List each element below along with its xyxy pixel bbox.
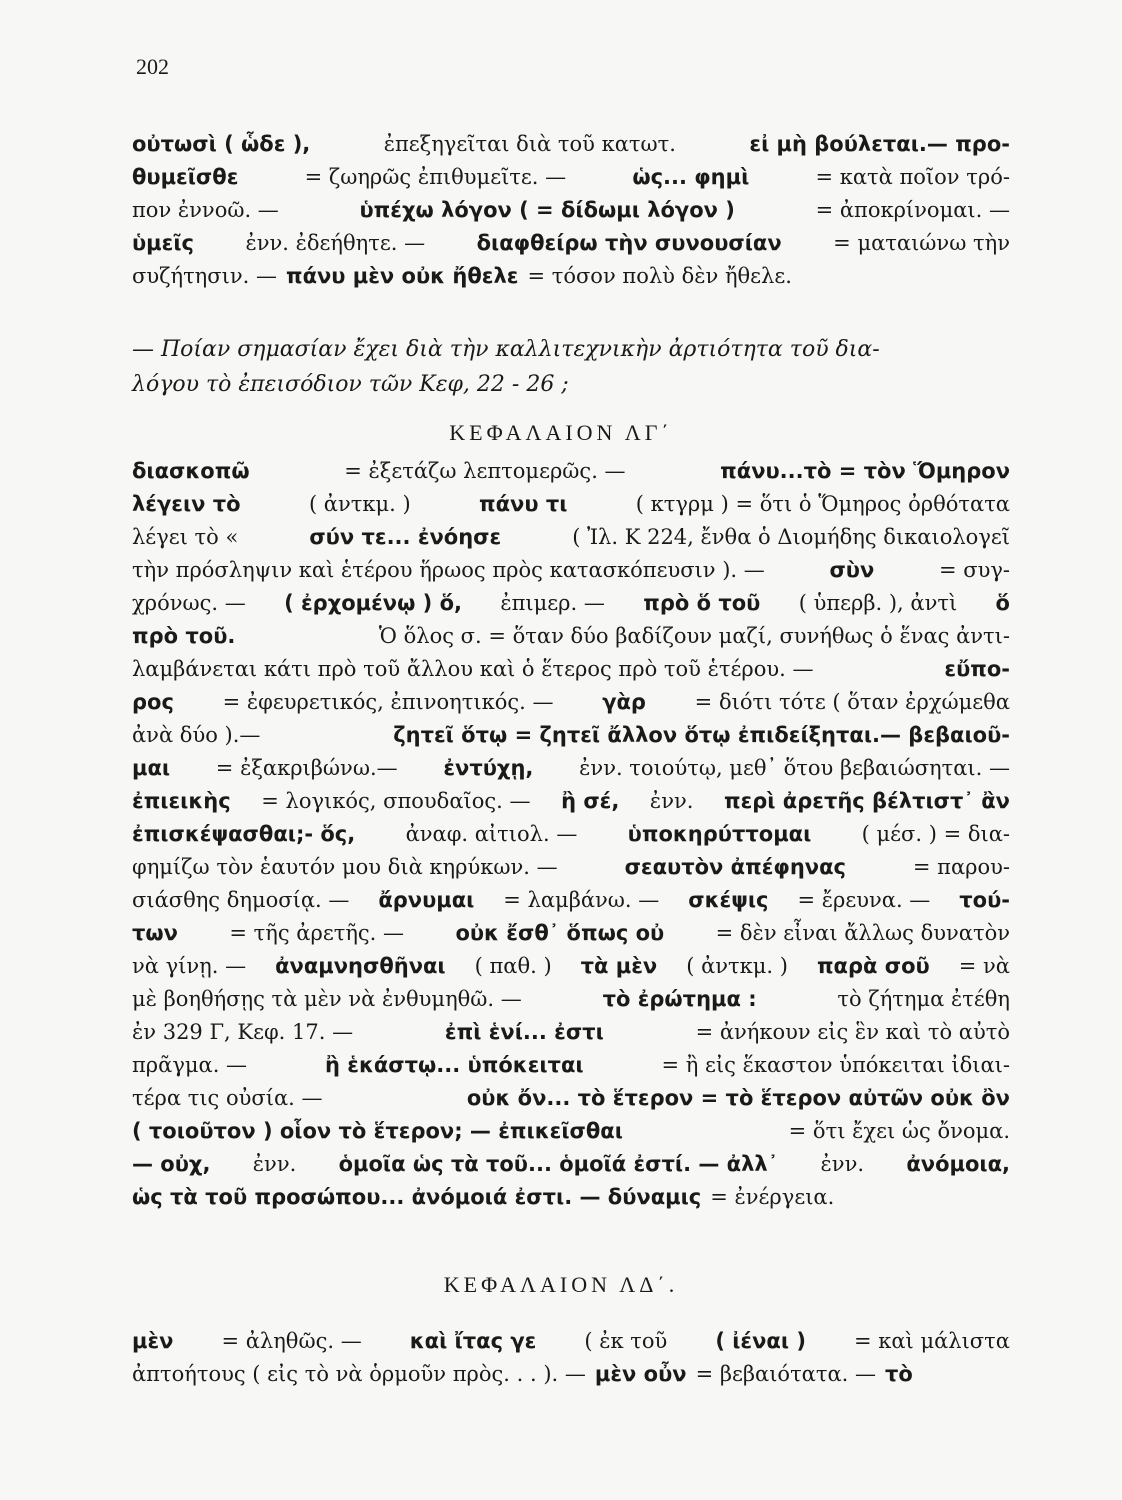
glossary-text: = βεβαιότατα. — [695, 1362, 877, 1386]
glossary-term: των [132, 921, 178, 945]
glossary-text: λέγει τὸ « [132, 525, 239, 549]
glossary-term: ἐπιεικὴς [132, 789, 231, 813]
glossary-term: καὶ ἴτας γε [409, 1329, 537, 1353]
glossary-term: ἄρνυμαι [378, 888, 475, 912]
glossary-text: ἐνν. [252, 1152, 297, 1176]
text-line [132, 884, 1010, 917]
question-line [132, 332, 1010, 367]
text-line [132, 554, 1010, 587]
glossary-term: τὸ ἐρώτημα : [602, 987, 757, 1011]
glossary-text: = λαμβάνω. — [503, 888, 660, 912]
glossary-text: πον ἐννοῶ. — [132, 198, 279, 222]
text-line [132, 1148, 1010, 1181]
glossary-term: πρὸ τοῦ. [132, 624, 236, 648]
text-line [132, 1082, 1010, 1115]
glossary-term: τού- [959, 888, 1010, 912]
glossary-term: — οὐχ, [132, 1152, 211, 1176]
glossary-term: πρὸ ὅ τοῦ [643, 591, 761, 615]
glossary-text: = καὶ μάλιστα [853, 1329, 1010, 1353]
glossary-text: = ἀληθῶς. — [221, 1329, 362, 1353]
chapter-heading-ld: ΚΕΦΑΛΑΙΟΝ ΛΔ΄. [443, 1272, 679, 1297]
glossary-text: τὴν πρόσληψιν καὶ ἑτέρου ἥρωος πρὸς κατασκόπευσιν ). — [132, 558, 765, 582]
glossary-term: διασκοπῶ [132, 459, 250, 483]
glossary-text: ἐνν. [649, 789, 694, 813]
text-line [132, 917, 1010, 950]
glossary-term: μὲν οὖν [594, 1362, 687, 1386]
glossary-term: τὰ μὲν [580, 954, 658, 978]
text-line [132, 1181, 1010, 1214]
glossary-text: ἀναφ. αἰτιολ. — [405, 822, 578, 846]
glossary-term: εὔπο- [944, 657, 1010, 681]
glossary-term: πάνυ τι [479, 492, 568, 516]
question-line [132, 367, 1010, 402]
glossary-text: = ζωηρῶς ἐπιθυμεῖτε. — [304, 165, 567, 189]
glossary-term: ἀνόμοια, [906, 1152, 1010, 1176]
glossary-block-2 [132, 455, 1010, 1214]
text-line [132, 161, 1010, 194]
glossary-text: Ὁ ὅλος σ. = ὅταν δύο βαδίζουν μαζί, συνήθως ὁ ἕνας ἀντι- [378, 624, 1010, 648]
glossary-term: λέγειν τὸ [132, 492, 241, 516]
glossary-term: πάνυ μὲν οὐκ ἤθελε [285, 264, 519, 288]
glossary-term: μαι [132, 756, 171, 780]
glossary-term: ἀναμνησθῆναι [275, 954, 446, 978]
glossary-text: πρᾶγμα. — [132, 1053, 248, 1077]
glossary-term: ἐπὶ ἑνί... ἐστι [444, 1020, 604, 1044]
text-line [132, 851, 1010, 884]
glossary-term: ὑπέχω λόγον ( = δίδωμι λόγον ) [359, 198, 735, 222]
glossary-term: ἢ σέ, [561, 789, 620, 813]
text-line [132, 1358, 1010, 1391]
glossary-term: ( ἰέναι ) [715, 1329, 806, 1353]
glossary-term: γὰρ [602, 690, 646, 714]
glossary-term: ὡς τὰ τοῦ προσώπου... ἀνόμοιά ἐστι. — δύναμις [132, 1185, 702, 1209]
text-line [132, 227, 1010, 260]
glossary-text: = ἀποκρίνομαι. — [815, 198, 1010, 222]
glossary-term: ( τοιοῦτον ) οἷον τὸ ἕτερον; — ἐπικεῖσθαι [132, 1119, 623, 1143]
glossary-term: σκέψις [688, 888, 769, 912]
glossary-text: = ἐνέργεια. [710, 1185, 835, 1209]
glossary-term: ὅ [995, 591, 1010, 615]
glossary-text: = συγ- [938, 558, 1010, 582]
glossary-text: = ἐφευρετικός, ἐπινοητικός. — [222, 690, 554, 714]
text-line [132, 653, 1010, 686]
glossary-term: μὲν [132, 1329, 174, 1353]
glossary-text: ἐνν. τοιούτῳ, μεθ᾽ ὅτου βεβαιώσηται. — [579, 756, 1010, 780]
glossary-term: τὸ [885, 1362, 913, 1386]
chapter-heading-lg: ΚΕΦΑΛΑΙΟΝ ΛΓ΄ [449, 420, 673, 445]
text-line [132, 194, 1010, 227]
glossary-block-1 [132, 128, 1010, 293]
glossary-text: ἐπεξηγεῖται διὰ τοῦ κατωτ. [383, 132, 676, 156]
glossary-term: παρὰ σοῦ [816, 954, 930, 978]
glossary-text: ( ὑπερβ. ), ἀντὶ [798, 591, 958, 615]
glossary-term: ὑποκηρύττομαι [627, 822, 812, 846]
glossary-text: ἐν 329 Γ, Κεφ. 17. — [132, 1020, 354, 1044]
page-number: 202 [136, 54, 169, 79]
glossary-text: χρόνως. — [132, 591, 246, 615]
glossary-text: = νὰ [958, 954, 1010, 978]
text-line [132, 1016, 1010, 1049]
glossary-text: ( Ἰλ. Κ 224, ἔνθα ὁ Διομήδης δικαιολογεῖ [572, 525, 1010, 549]
glossary-text: ἐπιμερ. — [500, 591, 605, 615]
text-line [132, 455, 1010, 488]
glossary-text: = ματαιώνω τὴν [833, 231, 1010, 255]
text-line [132, 719, 1010, 752]
text-line [132, 983, 1010, 1016]
glossary-term: θυμεῖσθε [132, 165, 239, 189]
glossary-text: ἀπτοήτους ( εἰς τὸ νὰ ὁρμοῦν πρὸς. . . ). — [132, 1362, 586, 1386]
text-line [132, 686, 1010, 719]
glossary-text: = ἀνήκουν εἰς ἓν καὶ τὸ αὐτὸ [695, 1020, 1010, 1044]
text-line [132, 1115, 1010, 1148]
glossary-text: τὸ ζήτημα ἐτέθη [837, 987, 1010, 1011]
glossary-text: = δὲν εἶναι ἄλλως δυνατὸν [715, 921, 1010, 945]
glossary-term: ( ἐρχομένῳ ) ὅ, [284, 591, 462, 615]
glossary-term: οὐκ ἔσθ᾽ ὅπως οὐ [455, 921, 665, 945]
glossary-text: = παρου- [912, 855, 1010, 879]
text-line [132, 818, 1010, 851]
glossary-term: ἐντύχῃ, [443, 756, 534, 780]
glossary-term: ζητεῖ ὅτῳ = ζητεῖ ἄλλον ὅτῳ ἐπιδείξηται.— βεβαιοῦ- [393, 723, 1010, 747]
glossary-text: ( ἐκ τοῦ [584, 1329, 668, 1353]
glossary-term: ἢ ἑκάστῳ... ὑπόκειται [325, 1053, 584, 1077]
text-line [132, 1049, 1010, 1082]
glossary-text: τέρα τις οὐσία. — [132, 1086, 323, 1110]
text-line [132, 128, 1010, 161]
question-text: — Ποίαν σημασίαν ἔχει διὰ τὴν καλλιτεχνικὴν ἀρτιότητα τοῦ δια- [132, 337, 880, 362]
glossary-text: ( μέσ. ) = δια- [861, 822, 1010, 846]
glossary-term: εἰ μὴ βούλεται.— προ- [749, 132, 1010, 156]
glossary-text: ( παθ. ) [474, 954, 552, 978]
glossary-text: = τῆς ἀρετῆς. — [229, 921, 405, 945]
glossary-term: ὁμοῖα ὡς τὰ τοῦ... ὁμοῖά ἐστί. — ἀλλ᾽ [338, 1152, 779, 1176]
glossary-term: ἐπισκέψασθαι;- ὅς, [132, 822, 356, 846]
text-line [132, 587, 1010, 620]
text-line [132, 488, 1010, 521]
glossary-text: ( ἀντκμ. ) [686, 954, 788, 978]
glossary-term: περὶ ἀρετῆς βέλτιστ᾽ ἂν [723, 789, 1010, 813]
glossary-term: πάνυ...τὸ = τὸν Ὅμηρον [720, 459, 1010, 483]
glossary-text: = ἐξακριβώνω.— [215, 756, 398, 780]
text-line [132, 1325, 1010, 1358]
text-line [132, 785, 1010, 818]
text-line [132, 752, 1010, 785]
glossary-text: ἐνν. ἐδεήθητε. — [245, 231, 426, 255]
glossary-text: = ἐξετάζω λεπτομερῶς. — [344, 459, 626, 483]
glossary-text: φημίζω τὸν ἑαυτόν μου διὰ κηρύκων. — [132, 855, 558, 879]
glossary-text: = ὅτι ἔχει ὡς ὄνομα. [788, 1119, 1010, 1143]
glossary-text: ἐνν. [820, 1152, 865, 1176]
glossary-term: οὐκ ὄν... τὸ ἕτερον = τὸ ἕτερον αὐτῶν οὐκ ὂν [466, 1086, 1010, 1110]
glossary-text: ( κτγρμ ) = ὅτι ὁ Ὅμηρος ὀρθότατα [635, 492, 1010, 516]
text-line [132, 260, 1010, 293]
glossary-term: ὑμεῖς [132, 231, 194, 255]
glossary-text: = τόσον πολὺ δὲν ἤθελε. [527, 264, 792, 288]
glossary-text: σιάσθης δημοσίᾳ. — [132, 888, 350, 912]
glossary-text: = διότι τότε ( ὅταν ἐρχώμεθα [694, 690, 1010, 714]
glossary-term: διαφθείρω τὴν συνουσίαν [476, 231, 782, 255]
glossary-text: = λογικός, σπουδαῖος. — [261, 789, 531, 813]
glossary-text: = ἔρευνα. — [797, 888, 931, 912]
glossary-block-3 [132, 1325, 1010, 1391]
glossary-term: σεαυτὸν ἀπέφηνας [624, 855, 846, 879]
glossary-text: νὰ γίνῃ. — [132, 954, 247, 978]
glossary-term: ὡς... φημὶ [632, 165, 750, 189]
text-line [132, 950, 1010, 983]
glossary-text: συζήτησιν. — [132, 264, 277, 288]
glossary-term: σύν τε... ἐνόησε [309, 525, 502, 549]
study-question [132, 332, 1010, 402]
glossary-text: ( ἀντκμ. ) [308, 492, 411, 516]
glossary-term: σὺν [829, 558, 875, 582]
glossary-text: = κατὰ ποῖον τρό- [815, 165, 1010, 189]
glossary-text: = ἢ εἰς ἕκαστον ὑπόκειται ἰδιαι- [661, 1053, 1010, 1077]
question-text: λόγου τὸ ἐπεισόδιον τῶν Κεφ, 22 - 26 ; [132, 372, 569, 397]
glossary-text: μὲ βοηθήσῃς τὰ μὲν νὰ ἐνθυμηθῶ. — [132, 987, 522, 1011]
text-line [132, 620, 1010, 653]
glossary-term: ρος [132, 690, 174, 714]
glossary-text: ἀνὰ δύο ).— [132, 723, 261, 747]
text-line [132, 521, 1010, 554]
glossary-text: λαμβάνεται κάτι πρὸ τοῦ ἄλλου καὶ ὁ ἕτερος πρὸ τοῦ ἑτέρου. — [132, 657, 814, 681]
glossary-term: οὐτωσὶ ( ὧδε ), [132, 132, 311, 156]
